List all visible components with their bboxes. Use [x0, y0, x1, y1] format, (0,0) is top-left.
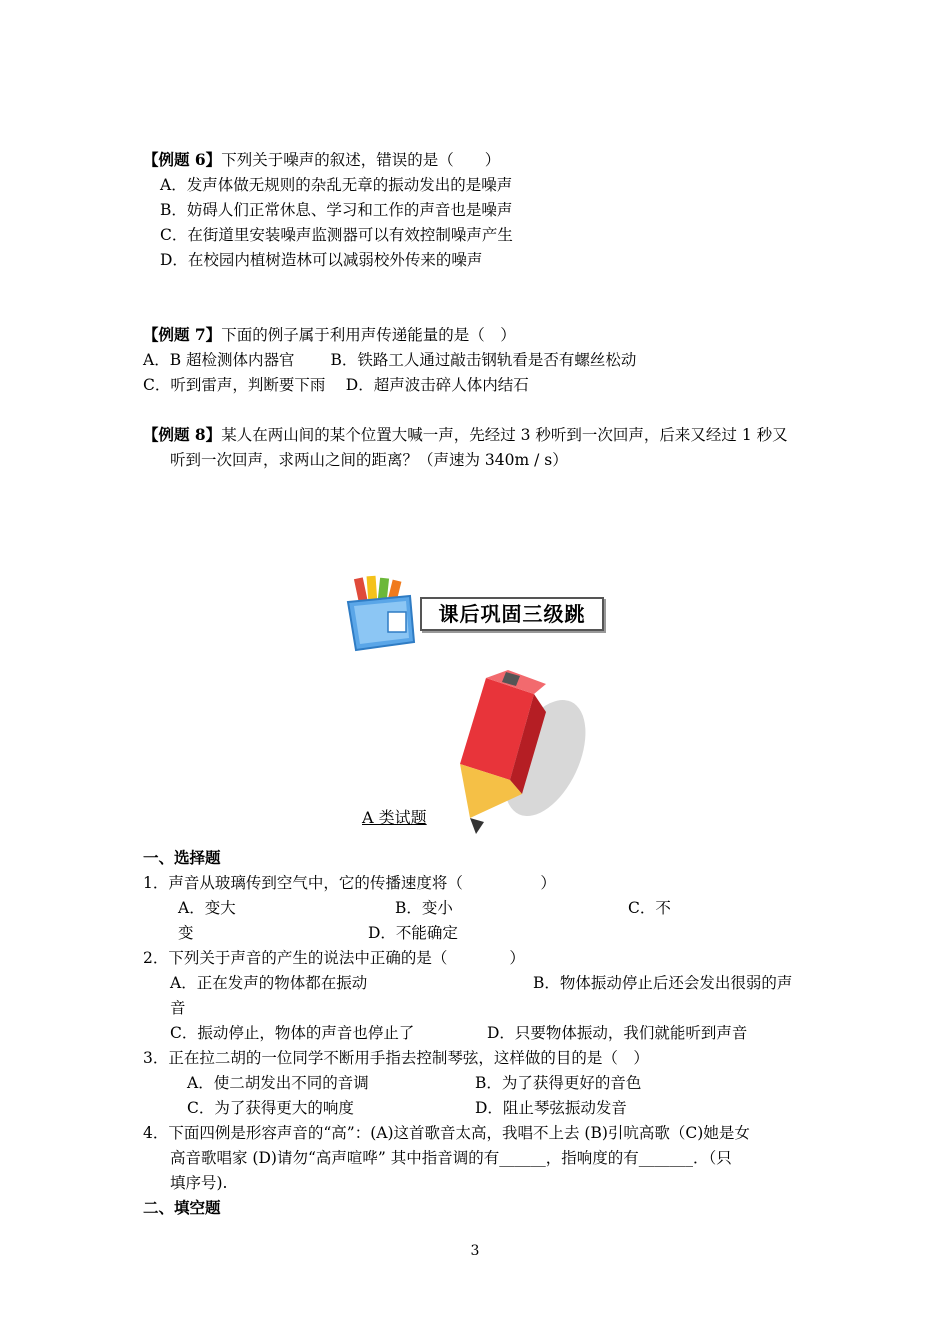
q1-option-a: A．变大 [178, 899, 236, 917]
q3-option-a: A．使二胡发出不同的音调 [187, 1074, 369, 1092]
folder-books-icon [344, 572, 418, 652]
example-6-question [143, 150, 500, 170]
example-7-options-line-1: A．B 超检测体内器官 B．铁路工人通过敲击钢轨看是否有螺丝松动 [143, 351, 637, 369]
question-2: 2．下列关于声音的产生的说法中正确的是（ ） [143, 949, 525, 967]
q3-option-d: D．阻止琴弦振动发音 [475, 1099, 627, 1117]
example-tag: 【例题 6】 [143, 150, 222, 169]
question-4-cont: 填序号). [170, 1174, 228, 1192]
q1-option-c: C．不 [628, 899, 671, 917]
section-title: A 类试题 [362, 808, 427, 827]
q1-option-d: D．不能确定 [368, 924, 458, 942]
q3-option-c: C．为了获得更大的响度 [187, 1099, 354, 1117]
part-2-heading: 二、填空题 [143, 1198, 221, 1217]
q3-option-b: B．为了获得更好的音色 [475, 1074, 642, 1092]
example-7-options-line-2: C．听到雷声，判断要下雨 D．超声波击碎人体内结石 [143, 376, 529, 394]
question-text: 下列关于噪声的叙述，错误的是（ ） [221, 151, 501, 169]
q2-option-d: D．只要物体振动，我们就能听到声音 [487, 1024, 748, 1042]
question-4-cont: 高音歌唱家 (D)请勿“高声喧哗” 其中指音调的有______，指响度的有_______．（只 [170, 1149, 732, 1167]
page-number: 3 [470, 1243, 480, 1259]
q1-option-c-cont: 变 [178, 924, 194, 942]
option-c: C．在街道里安装噪声监测器可以有效控制噪声产生 [160, 226, 513, 244]
question-1: 1．声音从玻璃传到空气中，它的传播速度将（ ） [143, 874, 556, 892]
banner-title: 课后巩固三级跳 [420, 597, 604, 631]
q2-option-b-cont: 音 [170, 999, 186, 1017]
q2-option-b: B．物体振动停止后还会发出很弱的声 [533, 974, 793, 992]
example-8-question [143, 425, 788, 445]
question-text: 下面的例子属于利用声传递能量的是（ ） [221, 326, 516, 344]
example-tag: 【例题 7】 [143, 325, 222, 344]
example-7-question [143, 325, 516, 345]
option-a: A．发声体做无规则的杂乱无章的振动发出的是噪声 [160, 176, 513, 194]
q2-option-a: A．正在发声的物体都在振动 [170, 974, 368, 992]
question-4: 4．下面四例是形容声音的“高”：(A)这首歌音太高，我唱不上去 (B)引吭高歌（C)她是女 [143, 1124, 750, 1142]
option-b: B．妨碍人们正常休息、学习和工作的声音也是噪声 [160, 201, 513, 219]
part-1-heading: 一、选择题 [143, 848, 221, 867]
pencil-icon [450, 668, 590, 838]
question-text: 某人在两山间的某个位置大喊一声，先经过 3 秒听到一次回声，后来又经过 1 秒又 [221, 426, 788, 444]
example-tag: 【例题 8】 [143, 425, 222, 444]
q1-option-b: B．变小 [395, 899, 453, 917]
example-8-question-cont: 听到一次回声，求两山之间的距离？（声速为 340m / s） [170, 451, 568, 469]
question-3: 3．正在拉二胡的一位同学不断用手指去控制琴弦，这样做的目的是（ ） [143, 1049, 649, 1067]
option-d: D．在校园内植树造林可以减弱校外传来的噪声 [160, 251, 483, 269]
q2-option-c: C．振动停止，物体的声音也停止了 [170, 1024, 415, 1042]
